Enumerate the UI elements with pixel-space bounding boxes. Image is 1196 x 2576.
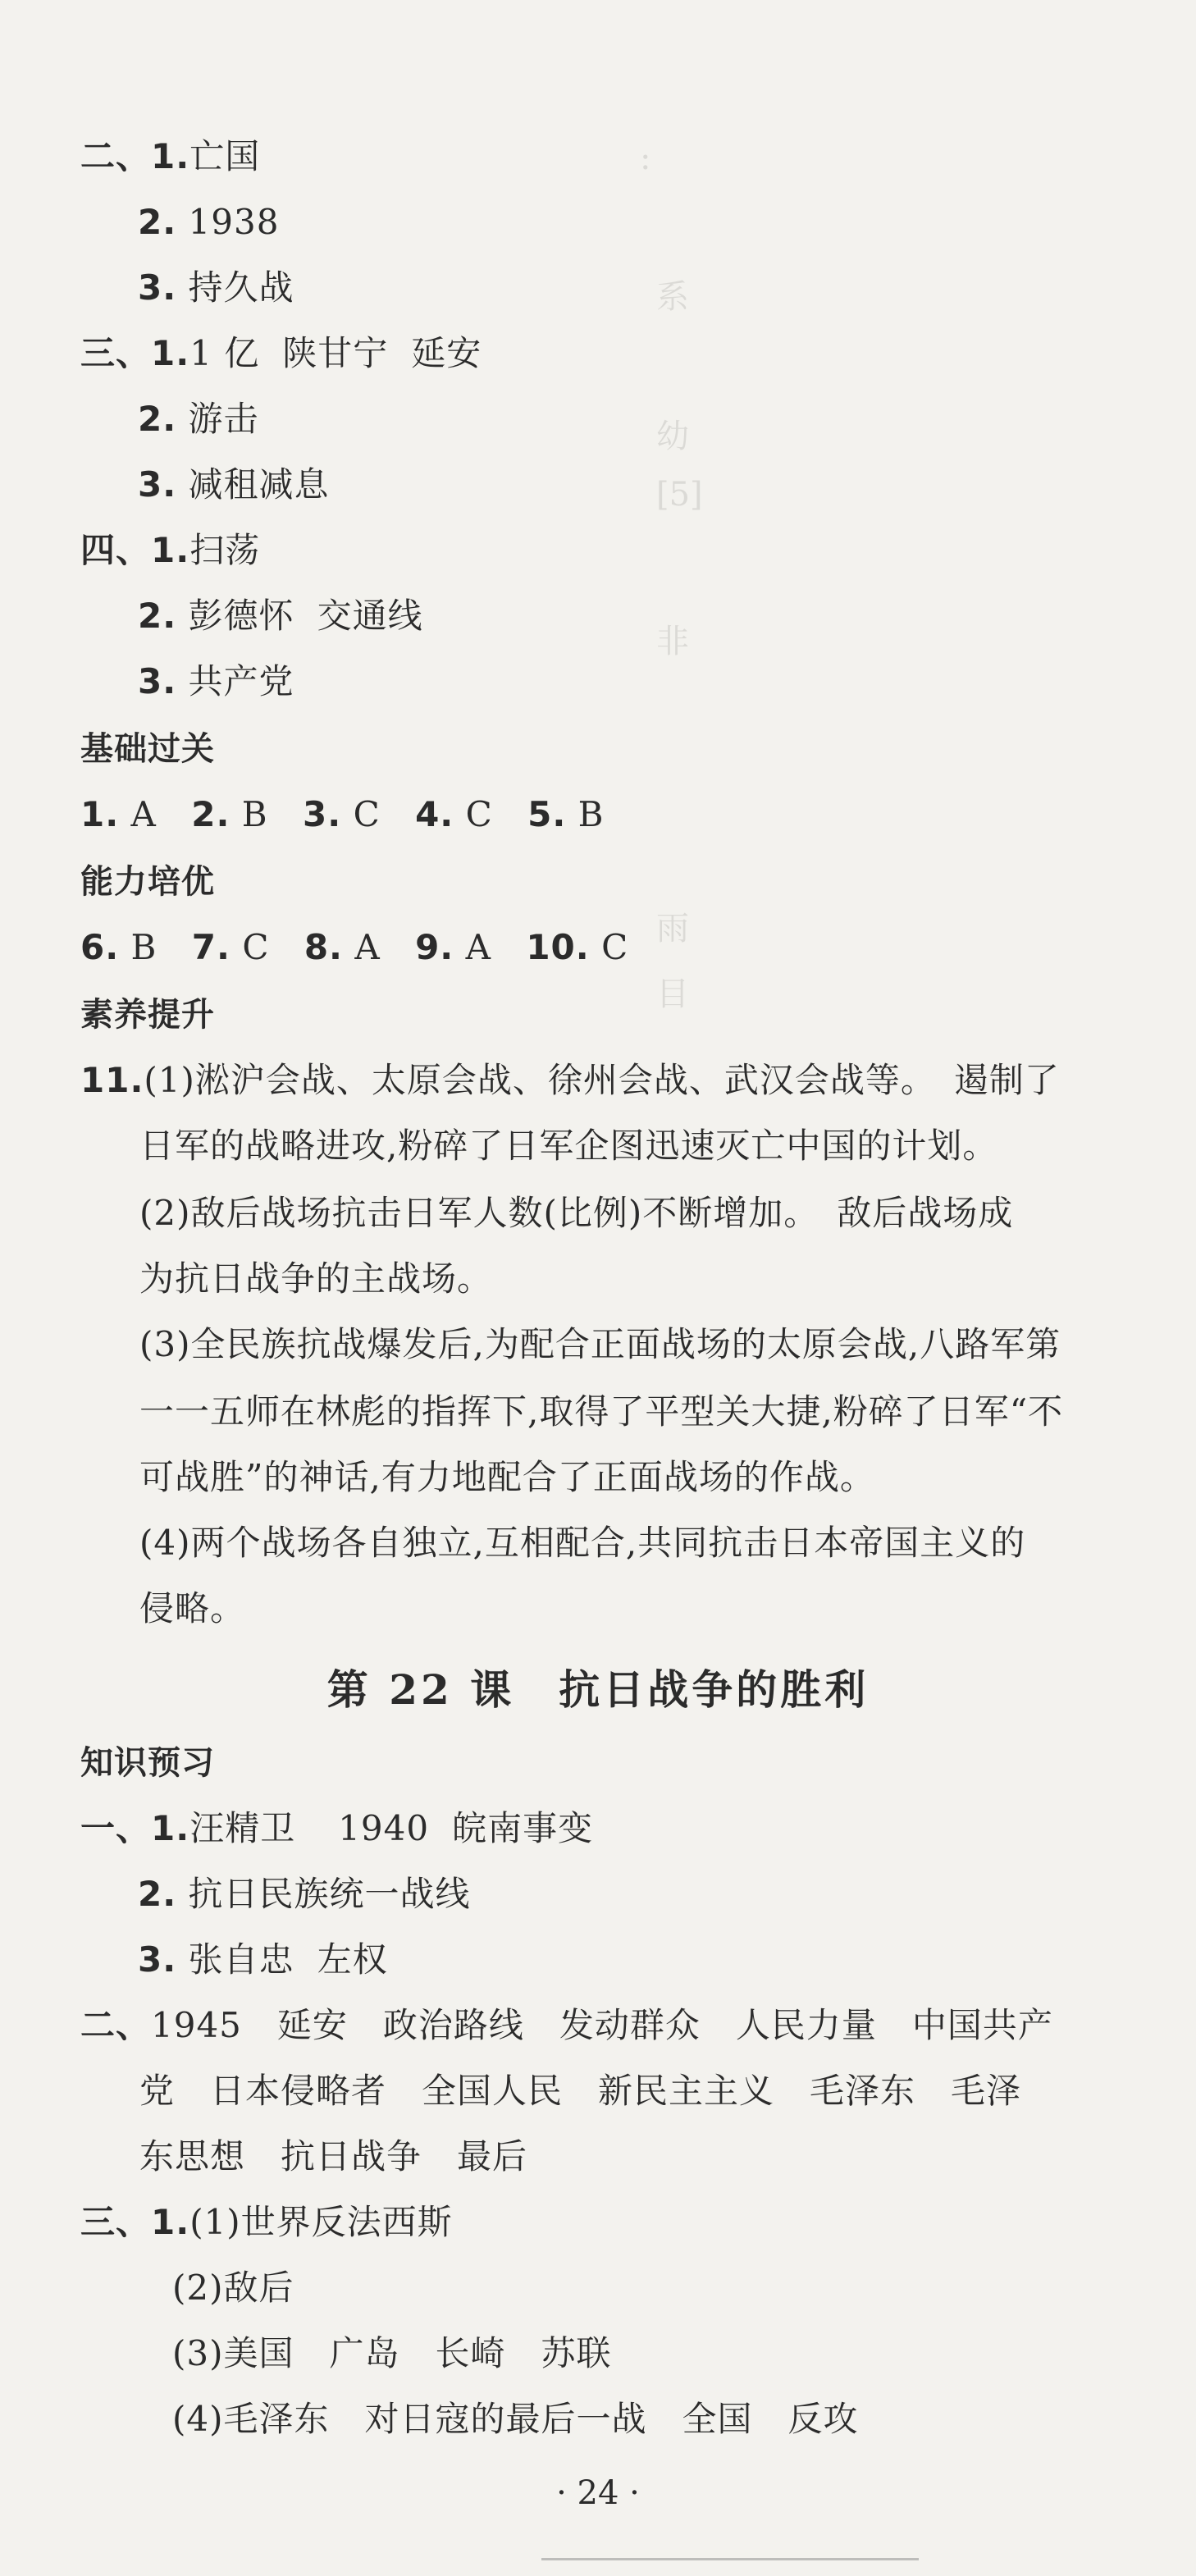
answer-text: 持久战 bbox=[188, 267, 294, 308]
item-label: 一、1. bbox=[80, 1808, 190, 1848]
answer-line bbox=[138, 592, 423, 640]
answer-text: (1)世界反法西斯 bbox=[189, 2202, 453, 2242]
item-label: 3. bbox=[138, 661, 177, 701]
mc-choice: C bbox=[353, 794, 381, 834]
bottom-rule bbox=[541, 2558, 919, 2560]
mc-answer-row bbox=[80, 791, 605, 838]
item-label: 2. bbox=[138, 596, 177, 636]
answer-text: 共产党 bbox=[188, 661, 294, 701]
answer-line bbox=[138, 1870, 471, 1918]
answer-line: (2)敌后 bbox=[172, 2268, 294, 2308]
answer-text: 彭德怀 bbox=[188, 596, 294, 636]
mc-choice: C bbox=[465, 794, 493, 834]
answer-text: (1)淞沪会战、太原会战、徐州会战、武汉会战等。 遏制了 bbox=[144, 1060, 1060, 1100]
answer-line bbox=[80, 1805, 593, 1852]
answer-line: (2)敌后战场抗击日军人数(比例)不断增加。 敌后战场成 bbox=[139, 1193, 1014, 1233]
mc-number: 3. bbox=[303, 794, 342, 834]
item-label: 2. bbox=[138, 399, 177, 439]
section-heading: 素养提升 bbox=[80, 996, 215, 1034]
mc-number: 1. bbox=[80, 794, 120, 834]
answer-line: 一一五师在林彪的指挥下,取得了平型关大捷,粉碎了日军“不 bbox=[139, 1391, 1064, 1432]
answer-text: 陕甘宁 bbox=[282, 333, 389, 373]
answer-text: 张自忠 bbox=[188, 1939, 294, 1980]
section-heading: 基础过关 bbox=[80, 730, 215, 768]
item-label: 四、1. bbox=[80, 530, 190, 570]
answer-text: 1938 bbox=[188, 202, 280, 242]
answer-text: 皖南事变 bbox=[452, 1808, 594, 1848]
answer-text: 亡国 bbox=[189, 136, 261, 176]
answer-text: 1940 bbox=[338, 1808, 430, 1848]
answer-line: (3)美国 广岛 长崎 苏联 bbox=[172, 2333, 612, 2373]
answer-line bbox=[80, 133, 260, 180]
mc-choice: C bbox=[601, 927, 629, 967]
answer-text: 左权 bbox=[317, 1939, 388, 1980]
answer-line bbox=[138, 1936, 388, 1984]
mc-choice: A bbox=[130, 794, 157, 834]
answer-line bbox=[138, 658, 294, 706]
bleed-through-mark: 幼 bbox=[656, 418, 689, 455]
answer-text: 减租减息 bbox=[188, 464, 330, 505]
item-label: 三、1. bbox=[80, 333, 190, 373]
answer-line bbox=[80, 527, 260, 574]
answer-line: (4)两个战场各自独立,互相配合,共同抗击日本帝国主义的 bbox=[139, 1523, 1026, 1563]
answer-text: 延安 bbox=[411, 333, 482, 373]
section-heading: 能力培优 bbox=[80, 863, 215, 901]
mc-choice: A bbox=[465, 927, 491, 967]
answer-line bbox=[138, 264, 294, 312]
answer-text: 1 亿 bbox=[189, 333, 260, 373]
answer-line bbox=[80, 330, 482, 377]
answer-text: 交通线 bbox=[317, 596, 423, 636]
answer-line: 东思想 抗日战争 最后 bbox=[139, 2136, 528, 2176]
mc-choice: A bbox=[354, 927, 381, 967]
answer-line: 党 日本侵略者 全国人民 新民主主义 毛泽东 毛泽 bbox=[139, 2071, 1022, 2111]
mc-number: 7. bbox=[191, 927, 231, 967]
answer-text: 汪精卫 bbox=[189, 1808, 296, 1848]
answer-line bbox=[138, 461, 330, 509]
mc-choice: C bbox=[242, 927, 270, 967]
section-heading: 知识预习 bbox=[80, 1744, 215, 1782]
item-label: 3. bbox=[138, 464, 177, 505]
mc-number: 4. bbox=[415, 794, 454, 834]
mc-number: 6. bbox=[80, 927, 120, 967]
mc-number: 5. bbox=[527, 794, 567, 834]
answer-text: 扫荡 bbox=[189, 530, 261, 570]
answer-text: 游击 bbox=[188, 399, 259, 439]
bleed-through-mark: [5] bbox=[656, 476, 703, 514]
item-label: 三、1. bbox=[80, 2202, 190, 2242]
mc-number: 2. bbox=[191, 794, 231, 834]
mc-answer-row bbox=[80, 924, 628, 971]
mc-number: 8. bbox=[304, 927, 344, 967]
item-label: 2. bbox=[138, 1874, 177, 1914]
item-label: 二、1. bbox=[80, 136, 190, 176]
answer-text: 抗日民族统一战线 bbox=[188, 1874, 471, 1914]
answer-line: 侵略。 bbox=[139, 1588, 246, 1628]
item-label: 3. bbox=[138, 1939, 177, 1980]
answer-line: (3)全民族抗战爆发后,为配合正面战场的太原会战,八路军第 bbox=[139, 1324, 1061, 1364]
answer-line bbox=[80, 1057, 1060, 1104]
mc-choice: B bbox=[577, 794, 605, 834]
bleed-through-mark: 非 bbox=[656, 623, 689, 660]
lesson-title: 第 22 课 抗日战争的胜利 bbox=[326, 1665, 870, 1714]
answer-line bbox=[80, 2002, 1053, 2049]
mc-number: 10. bbox=[526, 927, 590, 967]
page-number: · 24 · bbox=[556, 2474, 640, 2512]
item-label: 2. bbox=[138, 202, 177, 242]
bleed-through-mark: 雨 bbox=[656, 910, 689, 948]
answer-line: 日军的战略进攻,粉碎了日军企图迅速灭亡中国的计划。 bbox=[139, 1126, 998, 1166]
item-label: 11. bbox=[80, 1060, 144, 1100]
bleed-through-mark: : bbox=[640, 139, 651, 177]
bleed-through-mark: 目 bbox=[656, 975, 689, 1013]
mc-choice: B bbox=[130, 927, 157, 967]
answer-text: 1945 延安 政治路线 发动群众 人民力量 中国共产 bbox=[151, 2005, 1053, 2045]
item-label: 二、 bbox=[80, 2005, 152, 2045]
mc-number: 9. bbox=[415, 927, 454, 967]
bleed-through-mark: 系 bbox=[656, 278, 689, 316]
mc-choice: B bbox=[241, 794, 268, 834]
answer-line: 可战胜”的神话,有力地配合了正面战场的作战。 bbox=[139, 1457, 875, 1497]
item-label: 3. bbox=[138, 267, 177, 308]
answer-line bbox=[80, 2199, 453, 2246]
answer-line: (4)毛泽东 对日寇的最后一战 全国 反攻 bbox=[172, 2399, 859, 2439]
answer-line bbox=[138, 395, 259, 443]
answer-line: 为抗日战争的主战场。 bbox=[139, 1258, 493, 1299]
answer-line bbox=[138, 199, 279, 246]
